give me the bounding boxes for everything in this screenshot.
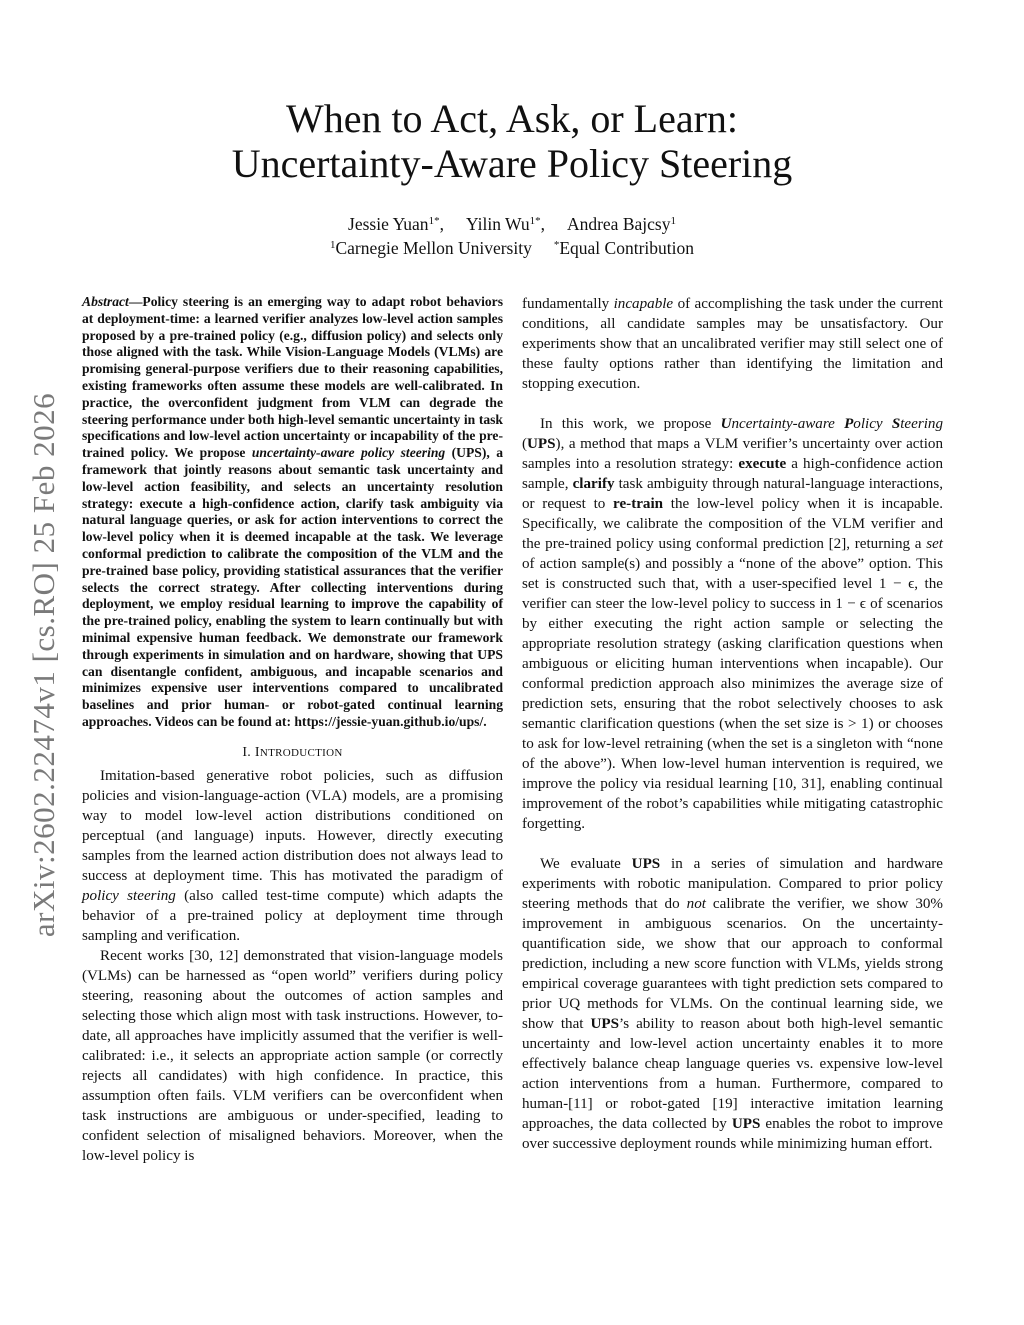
right-column	[522, 294, 943, 1154]
author-affiliation-mark: 1*	[529, 215, 541, 227]
intro-paragraph-2: Recent works [30, 12] demonstrated that vision-language models (VLMs) can be harnessed as “open world” verifiers during policy steering, reasoning about the outcomes of action samples and selecting those which align most with task instructions. However, to-date, all approaches have implicitly assumed that the verifier is well-calibrated: i.e., it selects an appropriate action sample (or correctly rejects all candidates) with high confidence. In practice, this assumption often fails. VLM verifiers can be overconfident when task instructions are ambiguous or under-specified, leading to confident selection of misaligned behaviors. Moreover, when the low-level policy is	[82, 947, 503, 1164]
arxiv-identifier-sidebar	[22, 370, 66, 960]
equal-contribution-note: Equal Contribution	[559, 238, 694, 258]
paragraph-text: ), a method that maps a VLM verifier’s uncertainty over action samples into a resolution strategy:	[522, 436, 943, 472]
strategy-clarify: clarify	[572, 476, 615, 492]
paragraph-emphasis: not	[686, 896, 706, 912]
paragraph-text: of accomplishing the task under the current conditions, all candidate samples may be unsatisfactory. Our experiments show that an uncalibrated verifier may still select one of these faulty options rather than identifying the limitation and stopping execution.	[522, 296, 944, 392]
paragraph-text: fundamentally	[522, 296, 614, 312]
method-acronym: UPS	[631, 856, 661, 872]
paragraph-emphasis: policy steering	[82, 887, 176, 904]
strategy-execute: execute	[738, 456, 787, 472]
paragraph-text: ’s ability to reason about both high-level semantic uncertainty and low-level action uncertainty enables it to more effectively balance cheap language queries vs. expensive low-level action interventions from a human. Furthermore, compared to human-[11] or robot-gated [19] interactive imitation learning approaches, the data collected by	[522, 1016, 943, 1132]
abstract-text: (UPS), a framework that jointly reasons about semantic task uncertainty and low-level action feasibility, and selects an uncertainty resolution strategy: execute a high-confidence action, clarify task ambiguity via natural language queries, or ask for action interventions to correct the low-level policy when it is deemed incapable at the task. We leverage conformal prediction to calibrate the composition of the VLM and the pre-trained base policy, providing statistical assurances that the verifier selects the correct strategy. After collecting interventions during deployment, we employ residual learning to improve the capability of the pre-trained policy, enabling the system to learn continually but with minimal expensive human feedback. We demonstrate our framework through experiments in simulation and on hardware, showing that UPS can disentangle confident, ambiguous, and incapable scenarios and minimizes expensive user interventions compared to uncalibrated baselines and prior human- or robot-gated continual learning approaches. Videos can be found at: https://jessie-yuan.github.io/ups/.	[82, 445, 503, 729]
strategy-retrain: re-train	[613, 496, 664, 512]
acronym-letter: P	[844, 416, 854, 432]
abstract-text: —Policy steering is an emerging way to adapt robot behaviors at deployment-time: a learned verifier analyzes low-level action samples proposed by a pre-trained policy (e.g., diffusion policy) and selects only those aligned with the task. While Vision-Language Models (VLMs) are promising general-purpose verifiers due to their reasoning capabilities, existing frameworks often assume these models are well-calibrated. In practice, the overconfident judgment from VLM can degrade the steering performance under both high-level semantic uncertainty in task specifications and low-level action uncertainty or incapability of the pre-trained policy. We propose	[82, 294, 503, 461]
intro-paragraph-1	[82, 766, 503, 946]
equal-contribution-mark: *	[553, 239, 560, 251]
author-name: Jessie Yuan	[348, 214, 429, 234]
author-affiliation-mark: 1	[670, 215, 676, 227]
paragraph-text: of action sample(s) and possibly a “none of the above” option. This set is constructed such that, with a user-specified level 1 − ϵ, the verifier can steer the low-level policy to success in 1 − ϵ of scenarios by either executing the right action sample or selecting the appropriate resolution strategy (asking clarification questions when ambiguous or eliciting human interventions when incapable). Our conformal prediction approach also minimizes the average size of prediction sets, ensuring that the robot selectively chooses to ask semantic clarification questions (when the set size is > 1) or chooses to ask for low-level retraining (when the set is a singleton with “none of the above”). When low-level human intervention is required, we improve the policy via residual learning [10, 31], enabling continual improvement of the robot’s capabilities while mitigating catastrophic forgetting.	[522, 556, 943, 832]
method-acronym: UPS	[527, 436, 556, 452]
method-name-expanded	[721, 416, 943, 432]
section-heading-introduction	[82, 744, 503, 762]
author-list: Jessie Yuan$^{1*}$, Yilin $Wu^{1*}$, Andrea Bajcsy$^1$	[348, 214, 676, 234]
paragraph-text: in a series of simulation and hardware experiments with robotic manipulation. Compared to prior policy steering methods that do	[522, 856, 943, 912]
author-name: Andrea Bajcsy	[566, 214, 671, 234]
abstract	[82, 294, 503, 731]
paragraph-text: teering	[900, 416, 943, 432]
arxiv-identifier: arXiv:2602.22474v1 [cs.RO] 25 Feb 2026	[26, 392, 62, 938]
author-affiliation-mark: 1*	[428, 215, 440, 227]
method-acronym: UPS	[590, 1016, 620, 1032]
intro-paragraph-3	[522, 414, 943, 834]
paragraph-emphasis: set	[926, 536, 943, 552]
section-title-initial: I	[254, 744, 260, 760]
author-name: Yilin Wu	[465, 214, 530, 234]
paragraph-text: the low-level policy when it is incapable. Specifically, we calibrate the composition of the VLM verifier and the pre-trained policy using conformal prediction [2], returning a	[522, 496, 943, 552]
title-line-2: Uncertainty-Aware Policy Steering	[231, 141, 793, 186]
paragraph-text: enables the robot to improve over successive deployment rounds while minimizing human effort.	[522, 1116, 943, 1152]
author-block	[80, 212, 944, 260]
paragraph-text: (	[522, 436, 528, 452]
acronym-letter: U	[720, 416, 732, 432]
paragraph-text: We evaluate	[540, 856, 632, 872]
paragraph-text: (also called test-time compute) which adapts the behavior of a pre-trained policy at deployment time through sampling and verification.	[82, 887, 503, 944]
paragraph-text: olicy	[853, 416, 892, 432]
paragraph-text: calibrate the verifier, we show 30% improvement in ambiguous scenarios. On the uncertainty-quantification side, we show that our approach to conformal prediction, including a new score function with VLMs, yields strong empirical coverage guarantees with tight prediction sets compared to prior UQ methods for VLMs. On the continual learning side, we show that	[522, 896, 944, 1032]
paragraph-text: ncertainty-aware	[731, 416, 845, 432]
affiliation: Carnegie Mellon University	[335, 238, 532, 258]
left-column	[82, 294, 503, 1166]
paragraph-text: In this work, we propose	[540, 416, 721, 432]
abstract-label: Abstract	[82, 294, 129, 309]
acronym-letter: S	[891, 416, 901, 432]
paragraph-text: task ambiguity through natural-language interactions, or request to	[522, 476, 943, 512]
section-title-rest: NTRODUCTION	[259, 746, 343, 759]
affiliation-mark: 1	[329, 239, 336, 251]
abstract-emphasis: uncertainty-aware policy steering	[251, 445, 446, 461]
paragraph-text: Imitation-based generative robot policies, such as diffusion policies and vision-language-action (VLA) models, are a promising way to model low-level action distributions conditioned on perceptual (and language) inputs. However, directly executing samples from the learned action distribution does not always lead to success at deployment time. This has motivated the paradigm of	[82, 767, 503, 884]
intro-paragraph-2-continued	[522, 294, 943, 394]
affiliation-line	[80, 236, 944, 260]
paragraph-emphasis: incapable	[613, 296, 674, 312]
title-line-1: When to Act, Ask, or Learn:	[285, 96, 739, 141]
method-acronym: UPS	[731, 1116, 761, 1132]
paragraph-text: a high-confidence action sample,	[522, 456, 943, 492]
section-numeral: I.	[242, 744, 252, 760]
intro-paragraph-4	[522, 854, 943, 1154]
paper-title	[80, 96, 944, 186]
